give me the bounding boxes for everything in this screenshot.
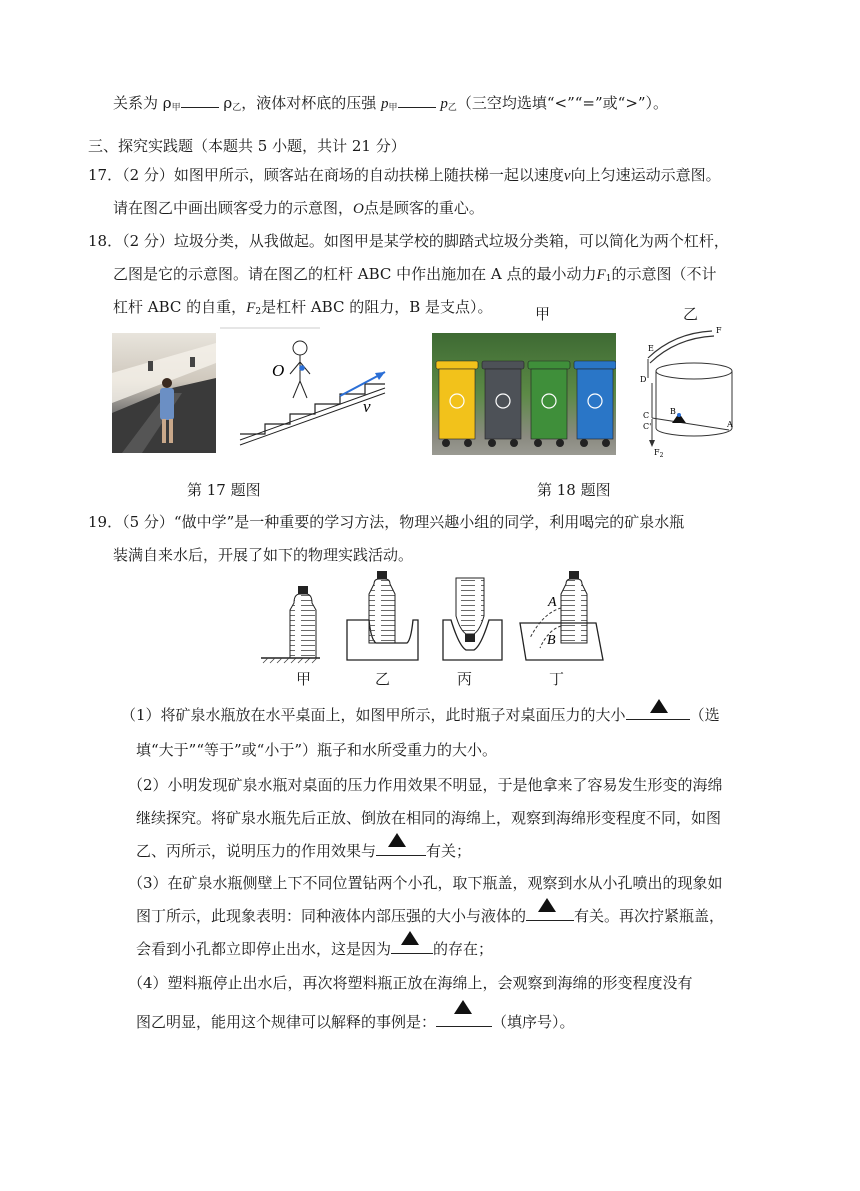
answer-blank-2[interactable] bbox=[398, 93, 436, 108]
answer-blank-1[interactable] bbox=[181, 93, 219, 108]
triangle-marker bbox=[538, 898, 556, 912]
text-segment: 向上匀速运动示意图。 bbox=[570, 166, 721, 184]
text-segment: （1）将矿泉水瓶放在水平桌面上，如图甲所示，此时瓶子对桌面压力的大小 bbox=[121, 706, 626, 724]
q19-part2-line2: 继续探究。将矿泉水瓶先后正放、倒放在相同的海绵上，观察到海绵形变程度不同，如图 bbox=[136, 809, 722, 827]
symbol-o: O bbox=[353, 201, 364, 217]
q19-part3-line1: （3）在矿泉水瓶侧壁上下不同位置钻两个小孔，取下瓶盖，观察到水从小孔喷出的现象如 bbox=[128, 874, 723, 892]
q19-part3-line3 bbox=[136, 939, 493, 959]
bottle-jia bbox=[261, 586, 320, 663]
text-segment: 关系为 ρ bbox=[113, 94, 172, 112]
answer-blank[interactable] bbox=[436, 1012, 492, 1027]
q19-part3-line2 bbox=[136, 906, 724, 926]
text-segment: 乙、丙所示，说明压力的作用效果与 bbox=[136, 842, 377, 860]
caption-jia: 甲 bbox=[296, 670, 312, 688]
text-segment: 图丁所示，此现象表明：同种液体内部压强的大小与液体的 bbox=[136, 907, 527, 925]
lever-label-a: A bbox=[727, 420, 733, 429]
escalator-photo-drawing bbox=[112, 333, 216, 453]
question-number: 19． bbox=[88, 513, 123, 531]
q19-part1-line1 bbox=[121, 705, 720, 725]
text-segment: 乙图是它的示意图。请在图乙的杠杆 ABC 中作出施加在 A 点的最小动力 bbox=[113, 265, 597, 283]
triangle-marker bbox=[650, 699, 668, 713]
text-segment: ρ bbox=[223, 94, 233, 112]
question-19-line1 bbox=[88, 512, 684, 532]
lever-diagram bbox=[634, 323, 744, 458]
text-segment: 有关。再次拧紧瓶盖， bbox=[574, 907, 725, 925]
trash-bin-4 bbox=[574, 361, 616, 447]
text-segment: （填序号）。 bbox=[492, 1013, 575, 1031]
figure-label-jia: 甲 bbox=[535, 305, 551, 323]
question-17-line1 bbox=[88, 165, 721, 186]
subscript: 2 bbox=[255, 307, 262, 317]
lever-f2-letter: F bbox=[654, 448, 660, 457]
q19-part4-line1: （4）塑料瓶停止出水后，再次将塑料瓶正放在海绵上，会观察到海绵的形变程度没有 bbox=[128, 974, 693, 992]
bins-photo bbox=[432, 333, 616, 455]
triangle-marker bbox=[454, 1000, 472, 1014]
bottle-label-b: B bbox=[547, 633, 556, 648]
q19-part4-line2 bbox=[136, 1012, 575, 1032]
answer-slot-2[interactable] bbox=[376, 841, 426, 861]
fill-line-q16-end bbox=[113, 93, 668, 118]
symbol-p: p bbox=[440, 96, 448, 112]
text-segment: 请在图乙中画出顾客受力的示意图， bbox=[113, 199, 354, 217]
caption-bing: 丙 bbox=[457, 670, 473, 688]
text-segment: （三空均选填“<”“=”或“>”）。 bbox=[456, 94, 669, 112]
text-segment: （2 分）垃圾分类，从我做起。如图甲是某学校的脚踏式垃圾分类箱，可以简化为两个杠杆， bbox=[122, 232, 729, 250]
answer-slot-4[interactable] bbox=[391, 939, 433, 959]
figure-label-yi: 乙 bbox=[683, 305, 699, 323]
lever-label-b: B bbox=[670, 407, 676, 416]
trash-bin-3 bbox=[528, 361, 570, 447]
lever-label-f: F bbox=[716, 326, 722, 335]
text-segment: 有关； bbox=[426, 842, 472, 860]
text-segment: （2 分）如图甲所示，顾客站在商场的自动扶梯上随扶梯一起以速度 bbox=[122, 166, 564, 184]
symbol-v: v bbox=[563, 168, 571, 184]
question-18-line1 bbox=[88, 231, 729, 251]
lever-f2-sub: 2 bbox=[659, 452, 664, 458]
trash-bin-1 bbox=[436, 361, 478, 447]
escalator-photo bbox=[112, 333, 216, 453]
text-segment: 的示意图（不计 bbox=[611, 265, 717, 283]
question-17-line2 bbox=[113, 198, 484, 219]
triangle-marker bbox=[401, 931, 419, 945]
text-segment: 杠杆 ABC 的自重， bbox=[113, 298, 247, 316]
answer-slot-3[interactable] bbox=[526, 906, 574, 926]
text-segment: 会看到小孔都立即停止出水，这是因为 bbox=[136, 940, 392, 958]
bottle-bing bbox=[443, 578, 502, 660]
question-18-line3 bbox=[113, 297, 493, 322]
q19-part2-line1: （2）小明发现矿泉水瓶对桌面的压力作用效果不明显，于是他拿来了容易发生形变的海绵 bbox=[128, 776, 723, 794]
q19-part1-line2: 填“大于”“等于”或“小于”）瓶子和水所受重力的大小。 bbox=[136, 741, 498, 759]
symbol-f: F bbox=[246, 300, 256, 316]
bottle-label-a: A bbox=[548, 595, 557, 610]
lever-label-c: C bbox=[643, 411, 650, 420]
triangle-marker bbox=[388, 833, 406, 847]
bottle-ding bbox=[520, 571, 603, 660]
lever-label-f2 bbox=[654, 448, 664, 458]
question-number: 17． bbox=[88, 166, 123, 184]
answer-slot-1[interactable] bbox=[626, 705, 690, 725]
caption-yi: 乙 bbox=[375, 670, 391, 688]
question-number: 18． bbox=[88, 232, 123, 250]
subscript: 1 bbox=[605, 274, 612, 284]
symbol-f: F bbox=[596, 267, 606, 283]
subscript: 甲 bbox=[388, 103, 398, 113]
lever-label-c-prime: C' bbox=[643, 422, 652, 431]
answer-slot-5[interactable] bbox=[436, 1012, 492, 1032]
section-heading: 三、探究实践题（本题共 5 小题，共计 21 分） bbox=[88, 137, 406, 155]
text-segment: 是杠杆 ABC 的阻力，B 是支点）。 bbox=[261, 298, 493, 316]
escalator-diagram bbox=[220, 326, 400, 446]
text-segment: 图乙明显，能用这个规律可以解释的事例是： bbox=[136, 1013, 437, 1031]
bins-drawing bbox=[432, 333, 616, 455]
symbol-p: p bbox=[381, 96, 389, 112]
text-segment: （5 分）“做中学”是一种重要的学习方法，物理兴趣小组的同学，利用喝完的矿泉水瓶 bbox=[122, 513, 685, 531]
bottle-yi bbox=[347, 571, 418, 660]
question-19-line2: 装满自来水后，开展了如下的物理实践活动。 bbox=[113, 546, 414, 564]
text-segment: 点是顾客的重心。 bbox=[363, 199, 484, 217]
subscript: 甲 bbox=[171, 103, 181, 113]
text-segment: （选 bbox=[689, 706, 720, 724]
text-segment: ，液体对杯底的压强 bbox=[241, 94, 377, 112]
caption-fig-17: 第 17 题图 bbox=[187, 481, 261, 499]
trash-bin-2 bbox=[482, 361, 524, 447]
stair-label-o: O bbox=[272, 361, 285, 380]
subscript: 乙 bbox=[447, 103, 457, 113]
lever-label-d: D bbox=[640, 375, 647, 384]
stair-label-v: v bbox=[363, 397, 371, 416]
lever-label-e: E bbox=[648, 344, 654, 353]
question-18-line2 bbox=[113, 264, 716, 289]
caption-fig-18: 第 18 题图 bbox=[537, 481, 611, 499]
q19-part2-line3 bbox=[136, 841, 471, 861]
subscript: 乙 bbox=[232, 103, 242, 113]
text-segment: 的存在； bbox=[433, 940, 494, 958]
caption-ding: 丁 bbox=[549, 670, 565, 688]
